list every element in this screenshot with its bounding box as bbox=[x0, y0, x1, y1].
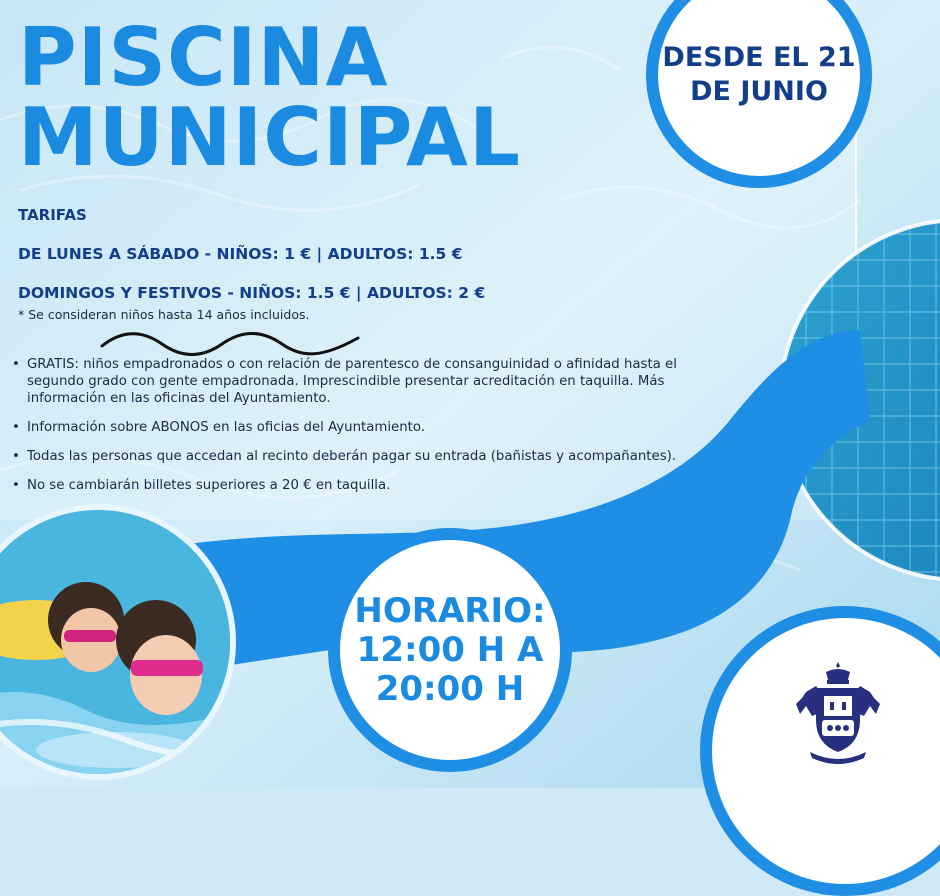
title-line-1: PISCINA bbox=[18, 11, 389, 104]
horario-line-1: HORARIO: bbox=[354, 590, 546, 631]
squiggle-divider-icon bbox=[100, 328, 360, 358]
info-text: No se cambiarán billetes superiores a 20 € en taquilla. bbox=[27, 478, 391, 493]
horario-line-3: 20:00 H bbox=[375, 668, 525, 709]
title-line-2: MUNICIPAL bbox=[18, 91, 521, 184]
crest-logo-icon bbox=[796, 662, 880, 766]
tarifa-weekday: DE LUNES A SÁBADO - NIÑOS: 1 € | ADULTOS: 1.5 € bbox=[18, 245, 463, 263]
info-text: Información sobre ABONOS en las oficias del Ayuntamiento. bbox=[27, 420, 425, 435]
bullet: • bbox=[12, 449, 20, 464]
info-item-abonos bbox=[12, 419, 707, 436]
tarifa-note: * Se consideran niños hasta 14 años incluidos. bbox=[18, 307, 310, 322]
page-title bbox=[18, 11, 521, 184]
horario-badge bbox=[328, 528, 572, 772]
info-list bbox=[12, 356, 707, 506]
info-text: GRATIS: niños empadronados o con relación de parentesco de consanguinidad o afinidad hasta el segundo grado con gente empadronada. Imprescindible presentar acreditación en taquilla. Más información en las oficinas del Ayuntamiento. bbox=[27, 357, 677, 406]
bullet: • bbox=[12, 420, 20, 435]
info-item-gratis bbox=[12, 356, 707, 407]
horario-line-2: 12:00 H A bbox=[356, 629, 544, 670]
tarifa-sunday: DOMINGOS Y FESTIVOS - NIÑOS: 1.5 € | ADULTOS: 2 € bbox=[18, 284, 486, 302]
date-badge-line-1: DESDE EL 21 bbox=[662, 42, 856, 73]
info-text: Todas las personas que accedan al recinto deberán pagar su entrada (bañistas y acompañantes). bbox=[27, 449, 677, 464]
info-item-entrada bbox=[12, 448, 707, 465]
date-badge-line-2: DE JUNIO bbox=[690, 76, 828, 107]
bullet: • bbox=[12, 357, 20, 372]
info-item-billetes bbox=[12, 477, 707, 494]
bullet: • bbox=[12, 478, 20, 493]
tarifas-heading: TARIFAS bbox=[18, 206, 87, 224]
